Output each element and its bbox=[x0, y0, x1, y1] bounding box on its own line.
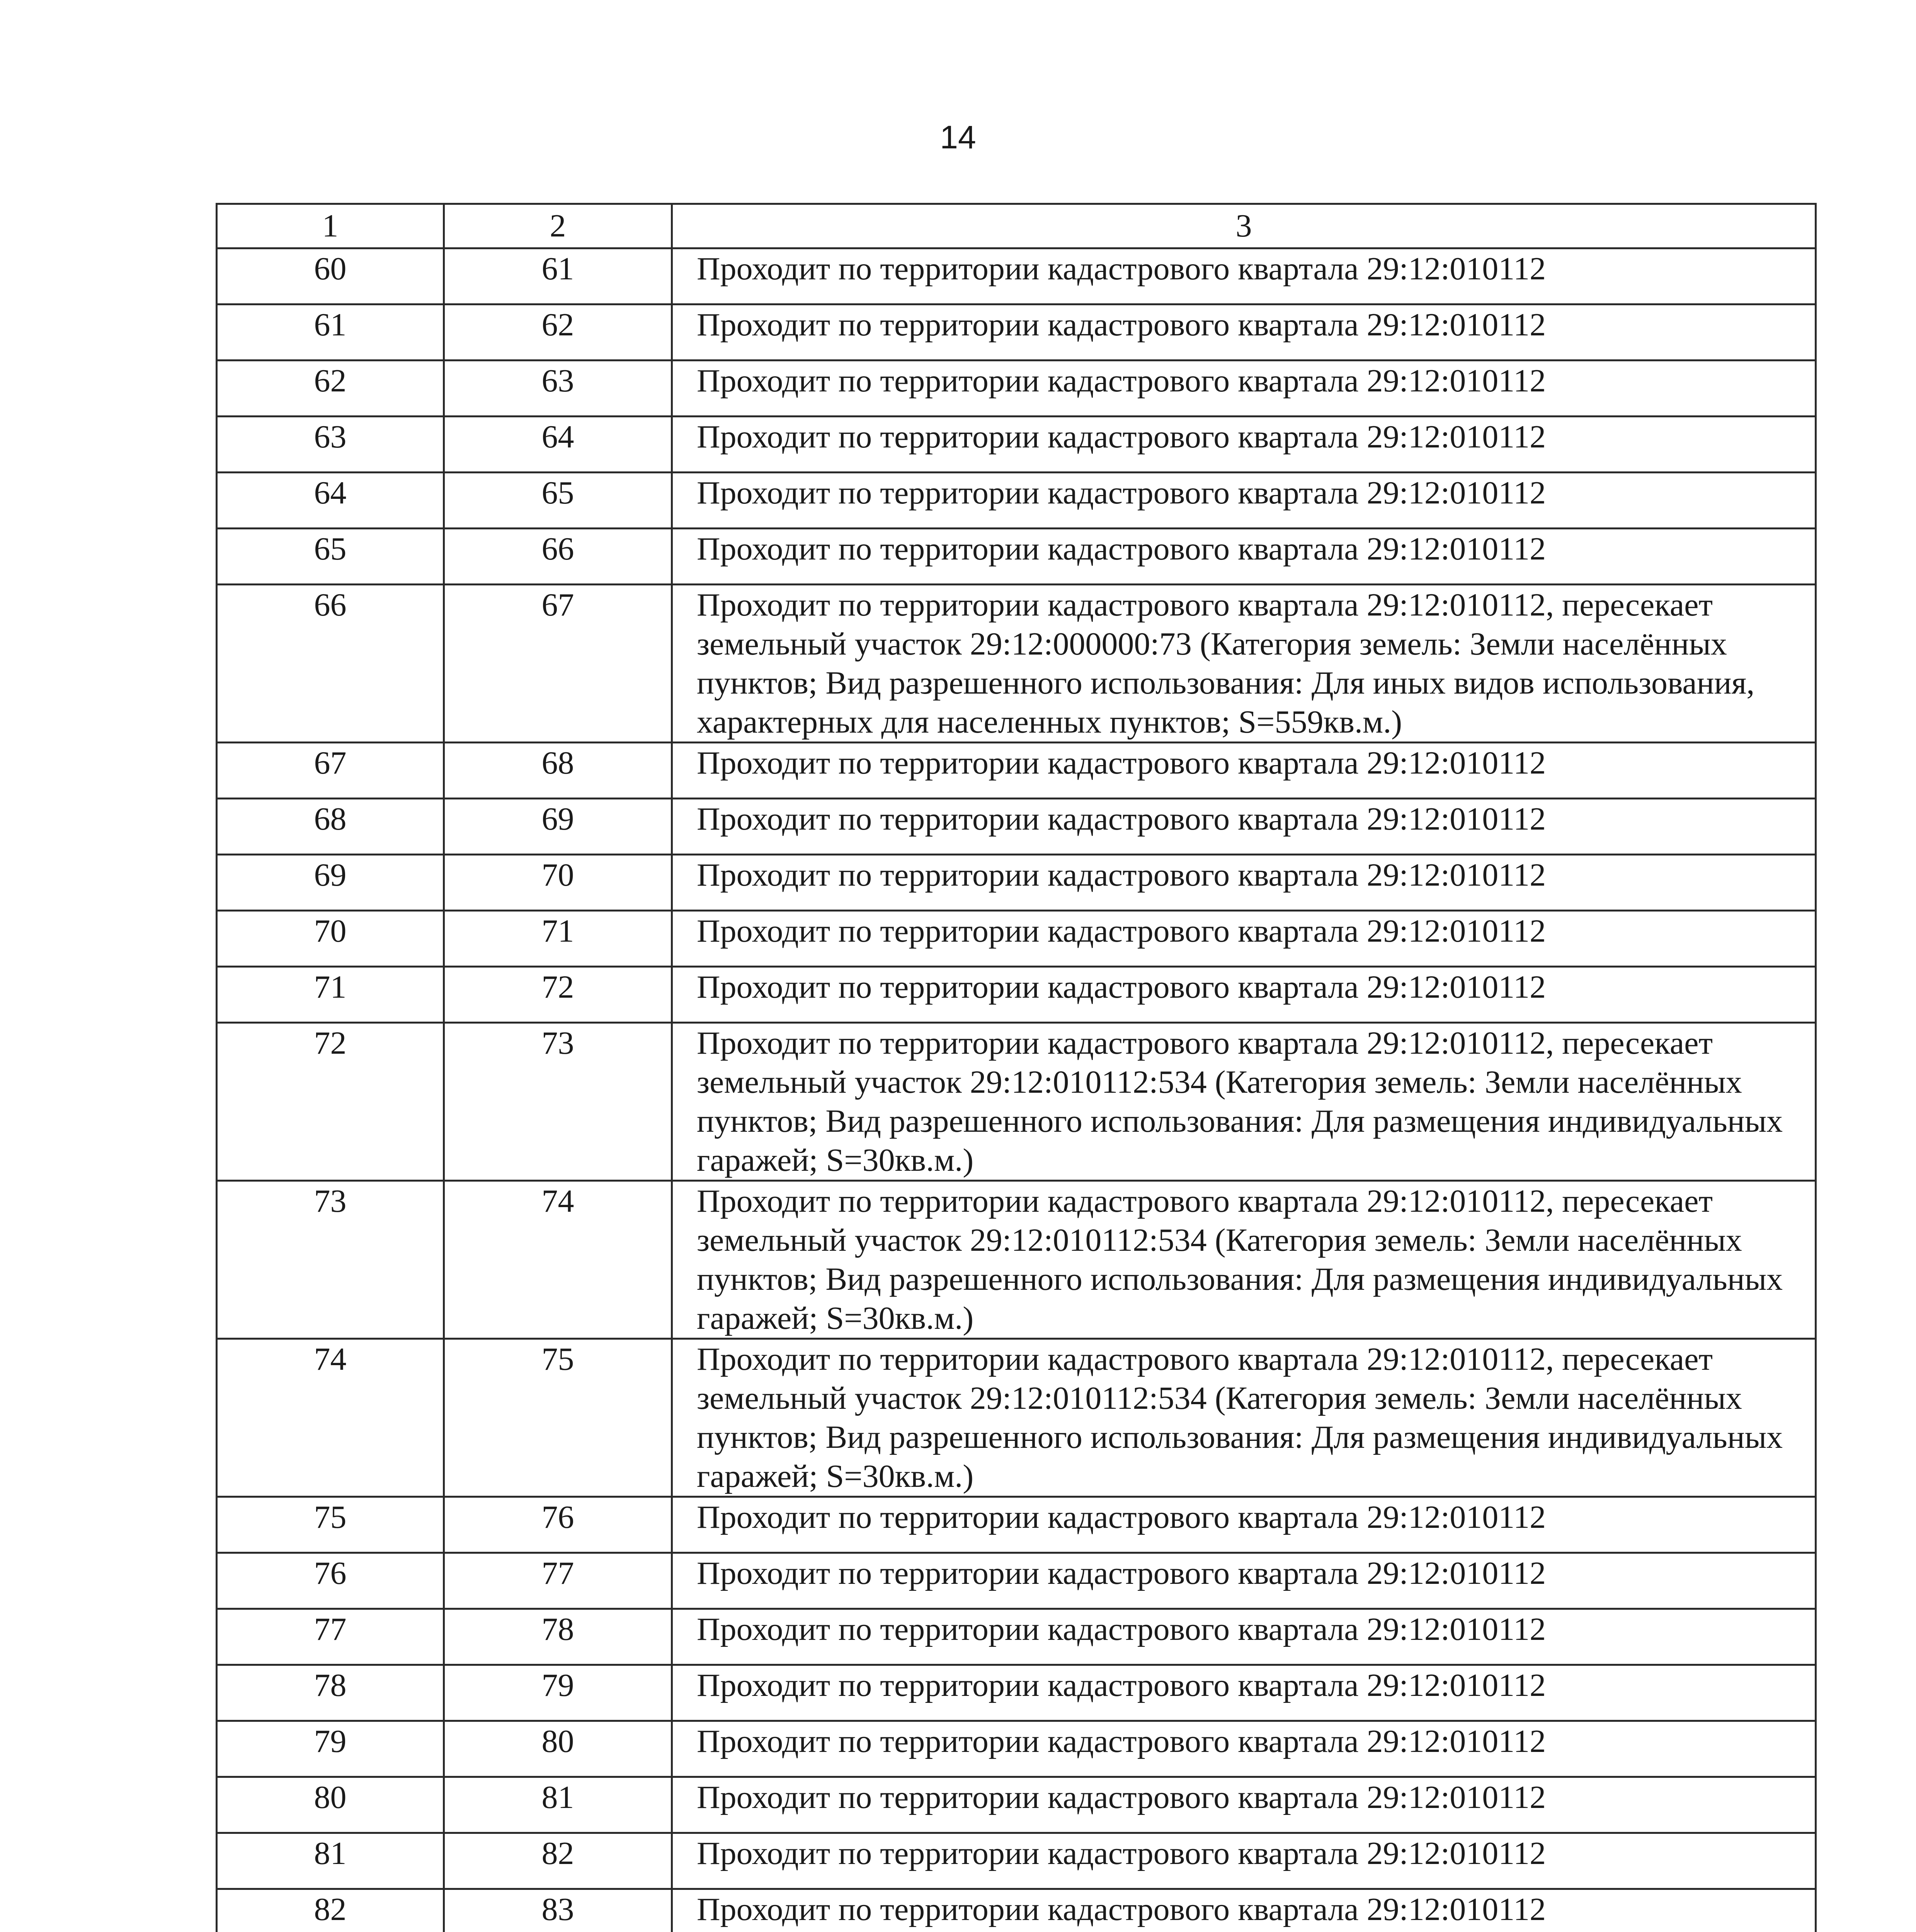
point-to-cell: 64 bbox=[444, 417, 672, 473]
point-from-cell: 69 bbox=[217, 855, 444, 911]
table-row bbox=[217, 1181, 1816, 1339]
point-from-cell: 78 bbox=[217, 1665, 444, 1721]
table-row bbox=[217, 911, 1816, 967]
point-from-cell: 72 bbox=[217, 1023, 444, 1181]
point-from-cell: 62 bbox=[217, 361, 444, 417]
boundary-description-cell: Проходит по территории кадастрового квартала 29:12:010112 bbox=[672, 361, 1816, 417]
point-to-cell: 75 bbox=[444, 1339, 672, 1497]
table-row bbox=[217, 1833, 1816, 1889]
table-row bbox=[217, 1553, 1816, 1609]
boundary-description-cell: Проходит по территории кадастрового квартала 29:12:010112, пересекает земельный участок 29:12:010112:534 (Категория земель: Земли населённых пунктов; Вид разрешенного использования: Для размещения индивидуальных гаражей; S=30кв.м.) bbox=[672, 1339, 1816, 1497]
point-from-cell: 61 bbox=[217, 304, 444, 361]
point-from-cell: 75 bbox=[217, 1497, 444, 1553]
table-row bbox=[217, 417, 1816, 473]
point-from-cell: 63 bbox=[217, 417, 444, 473]
point-to-cell: 65 bbox=[444, 473, 672, 529]
table-row bbox=[217, 1497, 1816, 1553]
boundary-description-cell: Проходит по территории кадастрового квартала 29:12:010112 bbox=[672, 473, 1816, 529]
boundary-description-cell: Проходит по территории кадастрового квартала 29:12:010112 bbox=[672, 1665, 1816, 1721]
table-row bbox=[217, 473, 1816, 529]
table-row bbox=[217, 1665, 1816, 1721]
point-to-cell: 82 bbox=[444, 1833, 672, 1889]
table-row bbox=[217, 1777, 1816, 1833]
boundary-description-cell: Проходит по территории кадастрового квартала 29:12:010112 bbox=[672, 855, 1816, 911]
boundary-description-cell: Проходит по территории кадастрового квартала 29:12:010112 bbox=[672, 1553, 1816, 1609]
point-from-cell: 60 bbox=[217, 248, 444, 304]
point-to-cell: 78 bbox=[444, 1609, 672, 1665]
point-from-cell: 64 bbox=[217, 473, 444, 529]
table-row bbox=[217, 1889, 1816, 1932]
column-header-2: 2 bbox=[444, 204, 672, 248]
point-from-cell: 80 bbox=[217, 1777, 444, 1833]
point-from-cell: 76 bbox=[217, 1553, 444, 1609]
point-from-cell: 68 bbox=[217, 799, 444, 855]
table-row bbox=[217, 529, 1816, 585]
boundary-description-cell: Проходит по территории кадастрового квартала 29:12:010112 bbox=[672, 304, 1816, 361]
boundary-description-cell: Проходит по территории кадастрового квартала 29:12:010112 bbox=[672, 967, 1816, 1023]
boundary-description-cell: Проходит по территории кадастрового квартала 29:12:010112 bbox=[672, 1721, 1816, 1777]
point-to-cell: 63 bbox=[444, 361, 672, 417]
boundary-description-cell: Проходит по территории кадастрового квартала 29:12:010112, пересекает земельный участок 29:12:010112:534 (Категория земель: Земли населённых пунктов; Вид разрешенного использования: Для размещения индивидуальных гаражей; S=30кв.м.) bbox=[672, 1181, 1816, 1339]
table-row bbox=[217, 585, 1816, 743]
point-from-cell: 71 bbox=[217, 967, 444, 1023]
table-row bbox=[217, 1721, 1816, 1777]
point-from-cell: 81 bbox=[217, 1833, 444, 1889]
table-row bbox=[217, 361, 1816, 417]
table-row bbox=[217, 967, 1816, 1023]
point-to-cell: 66 bbox=[444, 529, 672, 585]
point-from-cell: 73 bbox=[217, 1181, 444, 1339]
column-header-1: 1 bbox=[217, 204, 444, 248]
point-from-cell: 66 bbox=[217, 585, 444, 743]
table-row bbox=[217, 1023, 1816, 1181]
boundary-description-cell: Проходит по территории кадастрового квартала 29:12:010112 bbox=[672, 743, 1816, 799]
point-from-cell: 67 bbox=[217, 743, 444, 799]
boundary-description-table bbox=[216, 203, 1817, 1932]
boundary-description-cell: Проходит по территории кадастрового квартала 29:12:010112 bbox=[672, 529, 1816, 585]
point-to-cell: 69 bbox=[444, 799, 672, 855]
point-from-cell: 65 bbox=[217, 529, 444, 585]
point-to-cell: 77 bbox=[444, 1553, 672, 1609]
boundary-description-cell: Проходит по территории кадастрового квартала 29:12:010112 bbox=[672, 1777, 1816, 1833]
boundary-description-cell: Проходит по территории кадастрового квартала 29:12:010112 bbox=[672, 1889, 1816, 1932]
table-row bbox=[217, 248, 1816, 304]
boundary-description-cell: Проходит по территории кадастрового квартала 29:12:010112 bbox=[672, 1609, 1816, 1665]
point-to-cell: 79 bbox=[444, 1665, 672, 1721]
point-from-cell: 82 bbox=[217, 1889, 444, 1932]
point-to-cell: 80 bbox=[444, 1721, 672, 1777]
boundary-description-cell: Проходит по территории кадастрового квартала 29:12:010112, пересекает земельный участок 29:12:000000:73 (Категория земель: Земли населённых пунктов; Вид разрешенного использования: Для иных видов использования, характерных для населенных пунктов; S=559кв.м.) bbox=[672, 585, 1816, 743]
column-header-3: 3 bbox=[672, 204, 1816, 248]
boundary-description-cell: Проходит по территории кадастрового квартала 29:12:010112, пересекает земельный участок 29:12:010112:534 (Категория земель: Земли населённых пунктов; Вид разрешенного использования: Для размещения индивидуальных гаражей; S=30кв.м.) bbox=[672, 1023, 1816, 1181]
point-to-cell: 83 bbox=[444, 1889, 672, 1932]
table-row bbox=[217, 799, 1816, 855]
point-from-cell: 79 bbox=[217, 1721, 444, 1777]
point-from-cell: 70 bbox=[217, 911, 444, 967]
boundary-description-cell: Проходит по территории кадастрового квартала 29:12:010112 bbox=[672, 1833, 1816, 1889]
boundary-description-cell: Проходит по территории кадастрового квартала 29:12:010112 bbox=[672, 417, 1816, 473]
point-to-cell: 74 bbox=[444, 1181, 672, 1339]
table-row bbox=[217, 855, 1816, 911]
table-row bbox=[217, 1609, 1816, 1665]
table-header-row bbox=[217, 204, 1816, 248]
point-to-cell: 68 bbox=[444, 743, 672, 799]
table-row bbox=[217, 1339, 1816, 1497]
point-to-cell: 71 bbox=[444, 911, 672, 967]
page-number: 14 bbox=[940, 119, 976, 155]
point-to-cell: 73 bbox=[444, 1023, 672, 1181]
table-row bbox=[217, 304, 1816, 361]
point-to-cell: 72 bbox=[444, 967, 672, 1023]
table-row bbox=[217, 743, 1816, 799]
point-to-cell: 70 bbox=[444, 855, 672, 911]
point-from-cell: 74 bbox=[217, 1339, 444, 1497]
point-to-cell: 67 bbox=[444, 585, 672, 743]
boundary-description-cell: Проходит по территории кадастрового квартала 29:12:010112 bbox=[672, 248, 1816, 304]
point-to-cell: 62 bbox=[444, 304, 672, 361]
boundary-description-cell: Проходит по территории кадастрового квартала 29:12:010112 bbox=[672, 1497, 1816, 1553]
boundary-description-cell: Проходит по территории кадастрового квартала 29:12:010112 bbox=[672, 911, 1816, 967]
point-to-cell: 81 bbox=[444, 1777, 672, 1833]
point-to-cell: 61 bbox=[444, 248, 672, 304]
boundary-description-cell: Проходит по территории кадастрового квартала 29:12:010112 bbox=[672, 799, 1816, 855]
point-from-cell: 77 bbox=[217, 1609, 444, 1665]
point-to-cell: 76 bbox=[444, 1497, 672, 1553]
